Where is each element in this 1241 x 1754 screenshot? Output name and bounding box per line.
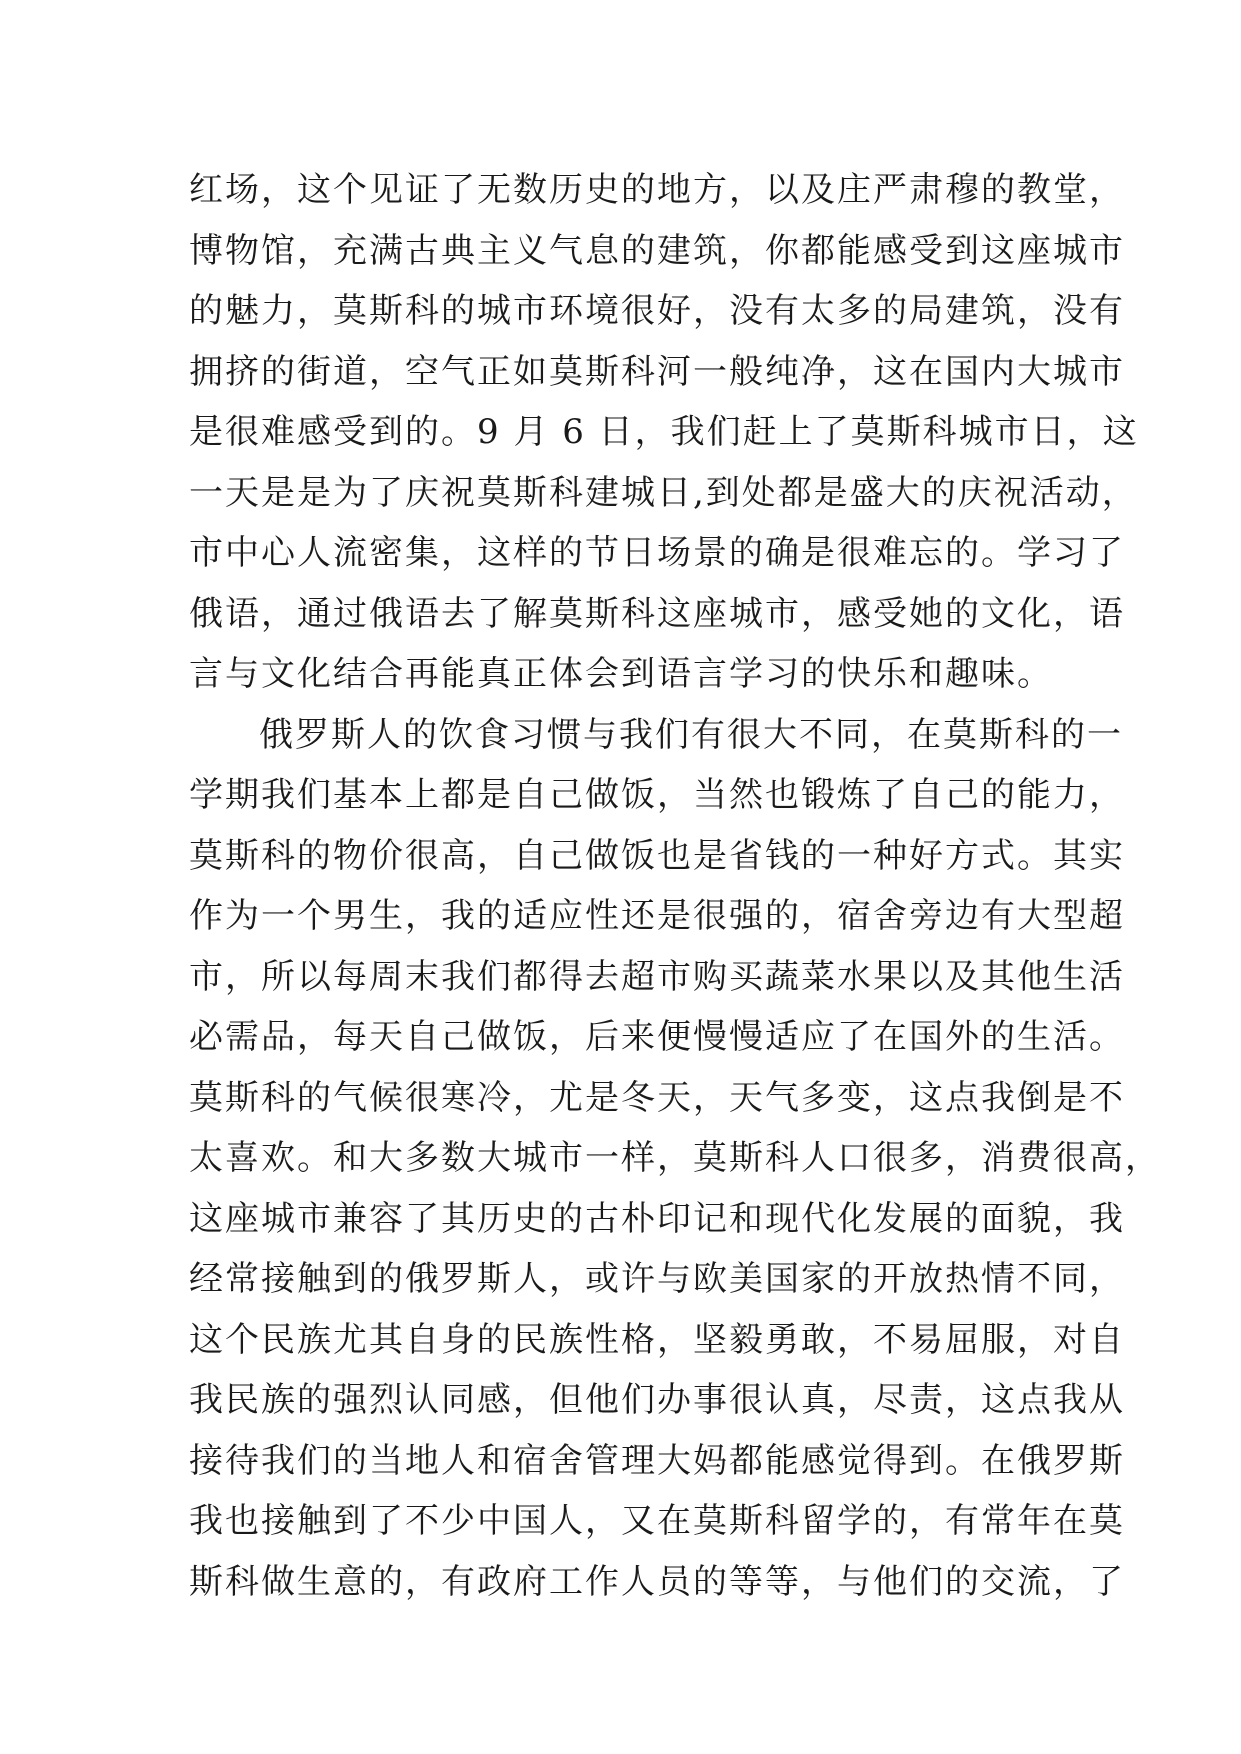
text-line: 这座城市兼容了其历史的古朴印记和现代化发展的面貌，我 (189, 1198, 1125, 1239)
paragraph-end-line: 言与文化结合再能真正体会到语言学习的快乐和趣味。 (189, 654, 1053, 694)
text-line: 俄语，通过俄语去了解莫斯科这座城市，感受她的文化，语 (189, 593, 1125, 634)
document-body (189, 160, 1161, 1612)
text-line: 红场，这个见证了无数历史的地方，以及庄严肃穆的教堂， (189, 170, 1125, 210)
text-line: 这个民族尤其自身的民族性格，坚毅勇敢，不易屈服，对自 (189, 1319, 1125, 1360)
text-line: 我也接触到了不少中国人，又在莫斯科留学的，有常年在莫 (189, 1501, 1125, 1541)
text-line: 太喜欢。和大多数大城市一样，莫斯科人口很多，消费很高， (189, 1138, 1161, 1178)
text-line: 莫斯科的气候很寒冷，尤是冬天，天气多变，这点我倒是不 (189, 1077, 1125, 1118)
text-line: 斯科做生意的，有政府工作人员的等等，与他们的交流，了 (189, 1561, 1125, 1602)
text-line: 我民族的强烈认同感，但他们办事很认真，尽责，这点我从 (189, 1380, 1125, 1420)
text-line: 博物馆，充满古典主义气息的建筑，你都能感受到这座城市 (189, 230, 1125, 271)
text-line: 莫斯科的物价很高，自己做饭也是省钱的一种好方式。其实 (189, 835, 1125, 876)
text-line: 市中心人流密集，这样的节日场景的确是很难忘的。学习了 (189, 533, 1125, 573)
text-line: 市，所以每周末我们都得去超市购买蔬菜水果以及其他生活 (189, 956, 1125, 997)
paragraph-first-line: 俄罗斯人的饮食习惯与我们有很大不同，在莫斯科的一 (259, 714, 1123, 755)
text-line: 经常接触到的俄罗斯人，或许与欧美国家的开放热情不同， (189, 1259, 1125, 1299)
text-line: 一天是是为了庆祝莫斯科建城日,到处都是盛大的庆祝活动， (189, 472, 1138, 513)
text-line: 接待我们的当地人和宿舍管理大妈都能感觉得到。在俄罗斯 (189, 1440, 1125, 1481)
text-line: 拥挤的街道，空气正如莫斯科河一般纯净，这在国内大城市 (189, 351, 1125, 392)
text-line: 必需品，每天自己做饭，后来便慢慢适应了在国外的生活。 (189, 1017, 1125, 1057)
text-line: 学期我们基本上都是自己做饭，当然也锻炼了自己的能力， (189, 775, 1125, 815)
text-line: 是很难感受到的。9 月 6 日，我们赶上了莫斯科城市日，这 (189, 412, 1139, 452)
text-line: 的魅力，莫斯科的城市环境很好，没有太多的局建筑，没有 (189, 291, 1125, 331)
text-line: 作为一个男生，我的适应性还是很强的，宿舍旁边有大型超 (189, 896, 1125, 936)
